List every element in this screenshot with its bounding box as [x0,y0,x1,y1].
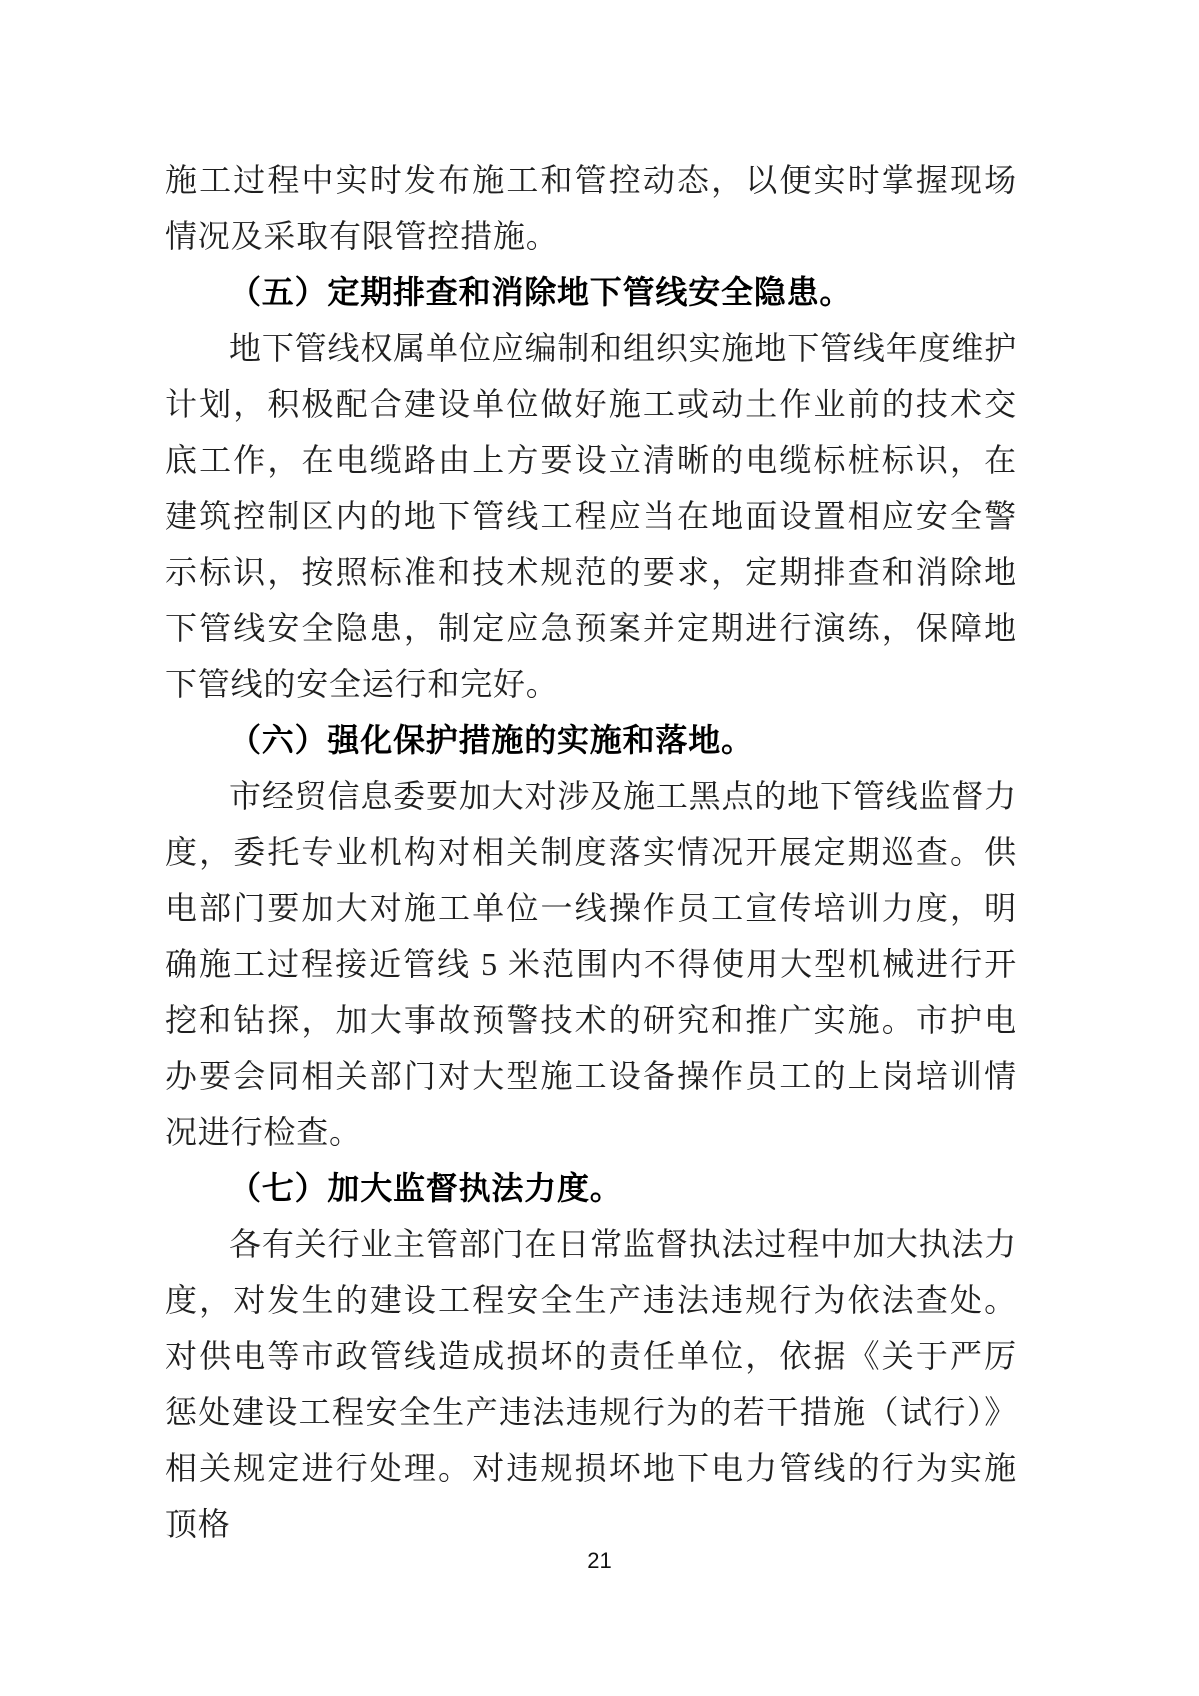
body-paragraph: 施工过程中实时发布施工和管控动态，以便实时掌握现场情况及采取有限管控措施。 [165,162,1017,254]
page-number: 21 [587,1548,612,1573]
body-paragraph: 各有关行业主管部门在日常监督执法过程中加大执法力度，对发生的建设工程安全生产违法违规行为依法查处。对供电等市政管线造成损坏的责任单位，依据《关于严厉惩处建设工程安全生产违法违规行为的若干措施（试行）》相关规定进行处理。对违规损坏地下电力管线的行为实施顶格 [165,1226,1017,1542]
document-body [165,152,1017,1552]
section-heading: （五）定期排查和消除地下管线安全隐患。 [229,274,853,310]
section-heading: （七）加大监督执法力度。 [229,1170,623,1206]
body-paragraph: 市经贸信息委要加大对涉及施工黑点的地下管线监督力度，委托专业机构对相关制度落实情况开展定期巡查。供电部门要加大对施工单位一线操作员工宣传培训力度，明确施工过程接近管线 5 米范围内不得使用大型机械进行开挖和钻探，加大事故预警技术的研究和推广实施。市护电办要会同相关部门对大型施工设备操作员工的上岗培训情况进行检查。 [165,778,1017,1150]
section-heading: （六）强化保护措施的实施和落地。 [229,722,754,758]
body-paragraph: 地下管线权属单位应编制和组织实施地下管线年度维护计划，积极配合建设单位做好施工或动土作业前的技术交底工作，在电缆路由上方要设立清晰的电缆标桩标识，在建筑控制区内的地下管线工程应当在地面设置相应安全警示标识，按照标准和技术规范的要求，定期排查和消除地下管线安全隐患，制定应急预案并定期进行演练，保障地下管线的安全运行和完好。 [165,330,1017,702]
